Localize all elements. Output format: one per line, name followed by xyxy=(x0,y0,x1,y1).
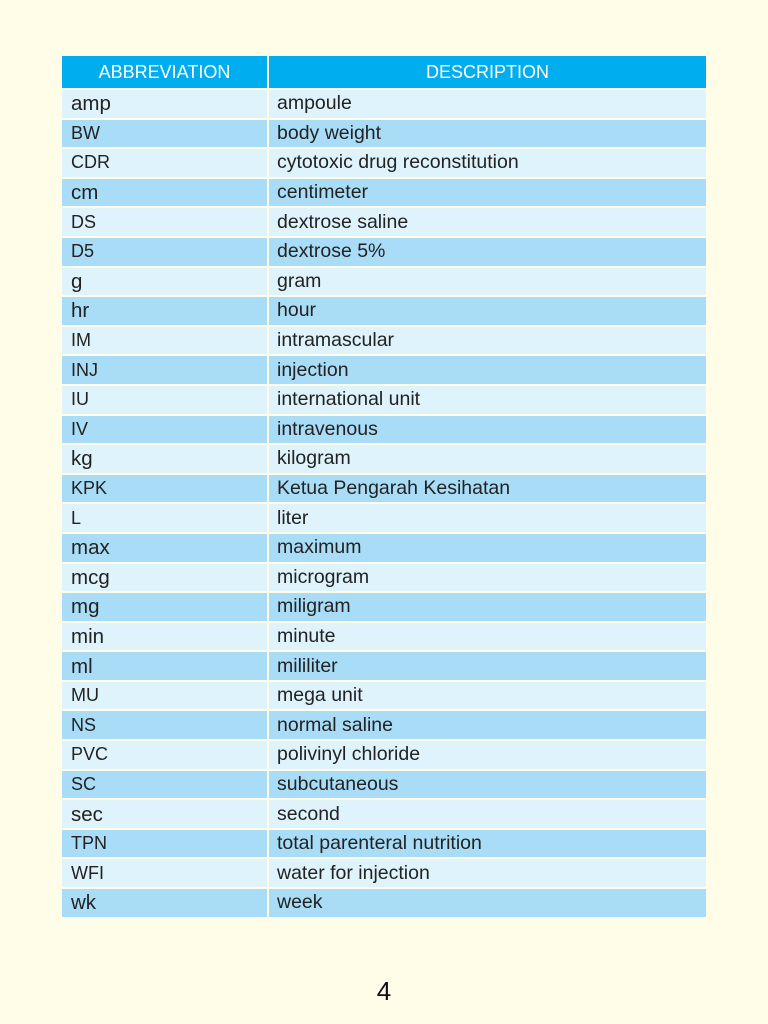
abbreviation-cell: L xyxy=(62,503,268,533)
abbreviation-cell: g xyxy=(62,267,268,297)
abbreviation-cell: ml xyxy=(62,651,268,681)
description-cell: normal saline xyxy=(268,710,706,740)
description-cell: microgram xyxy=(268,563,706,593)
description-cell: kilogram xyxy=(268,444,706,474)
table-row xyxy=(62,622,706,652)
abbreviation-cell: BW xyxy=(62,119,268,149)
description-cell: ampoule xyxy=(268,89,706,119)
table-row xyxy=(62,799,706,829)
table-body xyxy=(62,89,706,918)
description-cell: dextrose saline xyxy=(268,207,706,237)
description-cell: Ketua Pengarah Kesihatan xyxy=(268,474,706,504)
table-row xyxy=(62,888,706,918)
table-row xyxy=(62,207,706,237)
table-row xyxy=(62,237,706,267)
description-cell: mililiter xyxy=(268,651,706,681)
abbreviation-table xyxy=(62,56,706,919)
description-cell: total parenteral nutrition xyxy=(268,829,706,859)
table-row xyxy=(62,651,706,681)
description-cell: injection xyxy=(268,355,706,385)
description-cell: centimeter xyxy=(268,178,706,208)
description-cell: intramascular xyxy=(268,326,706,356)
table-row xyxy=(62,148,706,178)
description-cell: minute xyxy=(268,622,706,652)
abbreviation-cell: DS xyxy=(62,207,268,237)
table-row xyxy=(62,178,706,208)
abbreviation-cell: cm xyxy=(62,178,268,208)
description-cell: week xyxy=(268,888,706,918)
header-abbreviation: ABBREVIATION xyxy=(62,56,268,89)
table-row xyxy=(62,829,706,859)
abbreviation-cell: SC xyxy=(62,770,268,800)
description-cell: mega unit xyxy=(268,681,706,711)
table-row xyxy=(62,267,706,297)
table-row xyxy=(62,415,706,445)
description-cell: subcutaneous xyxy=(268,770,706,800)
header-description: DESCRIPTION xyxy=(268,56,706,89)
abbreviation-cell: D5 xyxy=(62,237,268,267)
description-cell: intravenous xyxy=(268,415,706,445)
description-cell: water for injection xyxy=(268,858,706,888)
description-cell: gram xyxy=(268,267,706,297)
abbreviation-cell: sec xyxy=(62,799,268,829)
abbreviation-cell: hr xyxy=(62,296,268,326)
table-row xyxy=(62,858,706,888)
page-number: 4 xyxy=(376,976,392,1006)
abbreviation-cell: PVC xyxy=(62,740,268,770)
table-row xyxy=(62,681,706,711)
abbreviation-cell: IU xyxy=(62,385,268,415)
description-cell: polivinyl chloride xyxy=(268,740,706,770)
description-cell: liter xyxy=(268,503,706,533)
table-row xyxy=(62,89,706,119)
abbreviation-cell: CDR xyxy=(62,148,268,178)
abbreviation-cell: INJ xyxy=(62,355,268,385)
abbreviation-cell: TPN xyxy=(62,829,268,859)
table-row xyxy=(62,533,706,563)
table-row xyxy=(62,355,706,385)
abbreviation-cell: IV xyxy=(62,415,268,445)
table-row xyxy=(62,296,706,326)
table-row xyxy=(62,710,706,740)
abbreviation-cell: MU xyxy=(62,681,268,711)
abbreviation-cell: mg xyxy=(62,592,268,622)
abbreviation-cell: wk xyxy=(62,888,268,918)
table-row xyxy=(62,385,706,415)
description-cell: body weight xyxy=(268,119,706,149)
table-row xyxy=(62,740,706,770)
abbreviation-cell: WFI xyxy=(62,858,268,888)
table-row xyxy=(62,592,706,622)
abbreviation-cell: max xyxy=(62,533,268,563)
description-cell: hour xyxy=(268,296,706,326)
abbreviation-cell: NS xyxy=(62,710,268,740)
abbreviation-cell: KPK xyxy=(62,474,268,504)
description-cell: cytotoxic drug reconstitution xyxy=(268,148,706,178)
abbreviation-cell: mcg xyxy=(62,563,268,593)
description-cell: maximum xyxy=(268,533,706,563)
table-header-row xyxy=(62,56,706,89)
abbreviation-cell: kg xyxy=(62,444,268,474)
description-cell: second xyxy=(268,799,706,829)
table-row xyxy=(62,770,706,800)
abbreviation-cell: min xyxy=(62,622,268,652)
description-cell: miligram xyxy=(268,592,706,622)
description-cell: dextrose 5% xyxy=(268,237,706,267)
abbreviation-cell: amp xyxy=(62,89,268,119)
table-row xyxy=(62,119,706,149)
table-row xyxy=(62,563,706,593)
table-row xyxy=(62,326,706,356)
abbreviation-cell: IM xyxy=(62,326,268,356)
description-cell: international unit xyxy=(268,385,706,415)
table-row xyxy=(62,474,706,504)
table-row xyxy=(62,444,706,474)
table-row xyxy=(62,503,706,533)
